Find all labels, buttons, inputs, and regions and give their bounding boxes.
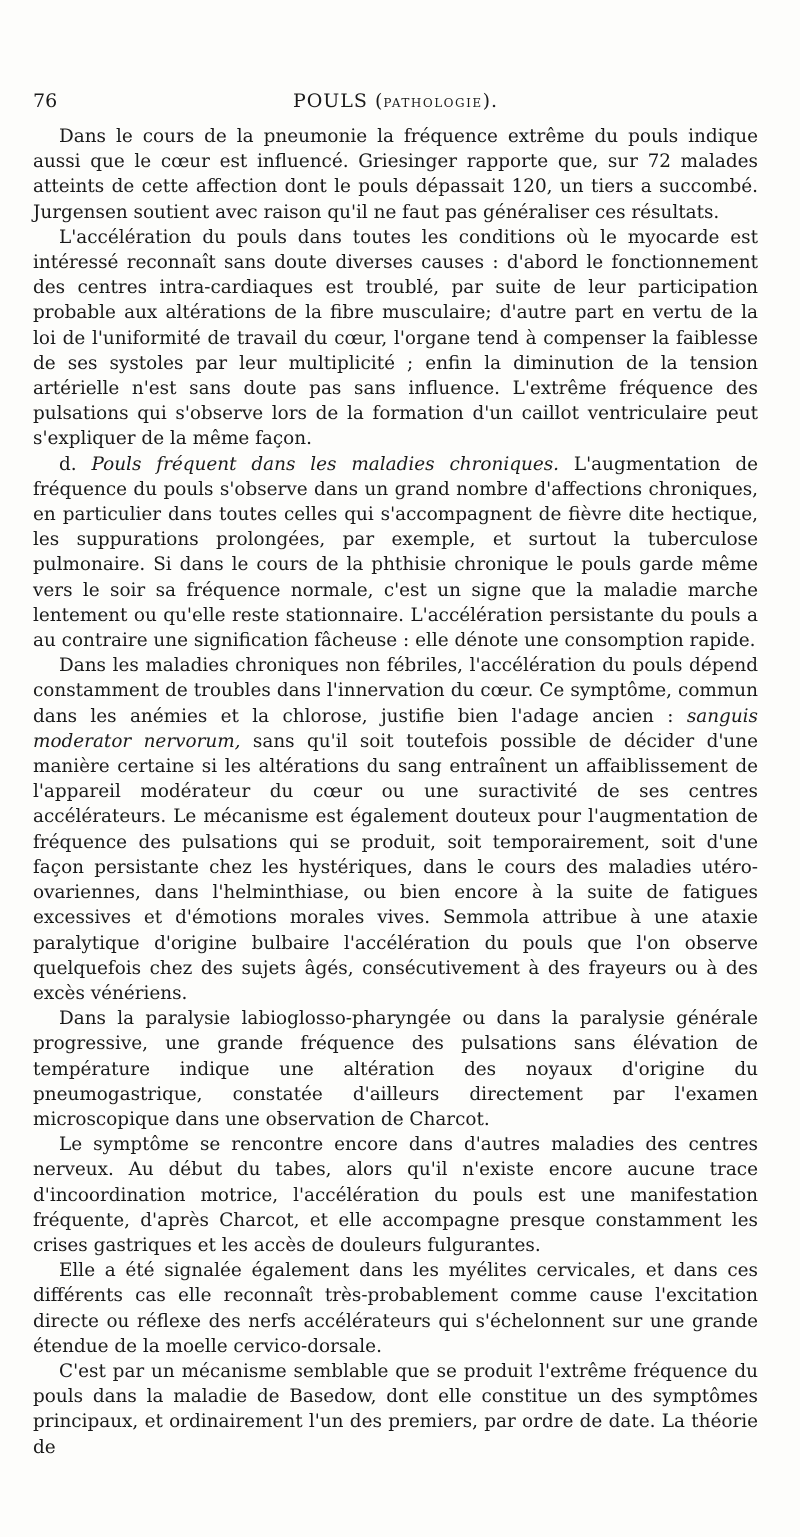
paragraph-4-after: sans qu'il soit toutefois possible de décider d'une manière certaine si les altérations du sang entraînent un affaiblissement de l'appareil modérateur du cœur ou une suractivité de ses centres accélérateurs. Le mécanisme est également douteux pour l'augmentation de fréquence des pulsations qui se produit, soit temporairement, soit d'une façon persistante chez les hystériques, dans le cours des maladies utéro-ovariennes, dans l'helminthiase, ou bien encore à la suite de fatigues excessives et d'émotions morales vives. Semmola attribue à une ataxie paralytique d'origine bulbaire l'accélération du pouls que l'on observe quelquefois chez des sujets âgés, consécutivement à des frayeurs ou à des excès vénériens. [33,730,758,1004]
paragraph-5: Dans la paralysie labioglosso-pharyngée ou dans la paralysie générale progressive, une grande fréquence des pulsations sans élévation de température indique une altération des noyaux d'origine du pneumogastrique, constatée d'ailleurs directement par l'examen microscopique dans une observation de Charcot. [33,1008,758,1130]
body-text [33,124,758,1460]
paragraph-4 [33,653,758,1006]
paragraph-6: Le symptôme se rencontre encore dans d'autres maladies des centres nerveux. Au début du tabes, alors qu'il n'existe encore aucune trace d'incoordination motrice, l'accélération du pouls est une manifestation fréquente, d'après Charcot, et elle accompagne presque constamment les crises gastriques et les accès de douleurs fulgurantes. [33,1134,758,1256]
page-number: 76 [33,90,58,112]
running-title-subject: PATHOLOGIE [383,96,483,110]
paragraph-4-before: Dans les maladies chroniques non fébriles, l'accélération du pouls dépend constamment de troubles dans l'innervation du cœur. Ce symptôme, commun dans les anémies et la chlorose, justifie bien l'adage ancien : [33,655,758,727]
paragraph-2: L'accélération du pouls dans toutes les conditions où le myocarde est intéressé reconnaît sans doute diverses causes : d'abord le fonctionnement des centres intra-cardiaques est troublé, par suite de leur participation probable aux altérations de la fibre musculaire; d'autre part en vertu de la loi de l'uniformité de travail du cœur, l'organe tend à compenser la faiblesse de ses systoles par leur multiplicité ; enfin la diminution de la tension artérielle n'est sans doute pas sans influence. L'extrême fréquence des pulsations qui s'observe lors de la formation d'un caillot ventriculaire peut s'expliquer de la même façon. [33,226,758,450]
latin-quote: sanguis moderator nervorum, [33,705,758,752]
paragraph-3 [33,452,758,654]
section-heading: Pouls fréquent dans les maladies chroniques. [91,453,559,475]
paragraph-3-text: L'augmentation de fréquence du pouls s'observe dans un grand nombre d'affections chroniques, en particulier dans toutes celles qui s'accompagnent de fièvre dite hectique, les suppurations prolongées, par exemple, et surtout la tuberculose pulmonaire. Si dans le cours de la phthisie chronique le pouls garde même vers le soir sa fréquence normale, c'est un signe que la maladie marche lentement ou qu'elle reste stationnaire. L'accélération persistante du pouls a au contraire une signification fâcheuse : elle dénote une consomption rapide. [33,453,758,652]
running-title-close: ). [482,90,499,112]
running-title [33,90,758,112]
paragraph-8: C'est par un mécanisme semblable que se produit l'extrême fréquence du pouls dans la maladie de Basedow, dont elle constitue un des symptômes principaux, et ordinairement l'un des premiers, par ordre de date. La théorie de [33,1360,758,1458]
section-label: d. [59,453,77,475]
book-page [33,84,758,1460]
paragraph-7: Elle a été signalée également dans les myélites cervicales, et dans ces différents cas elle reconnaît très-probablement comme cause l'excitation directe ou réflexe des nerfs accélérateurs qui s'échelonnent sur une grande étendue de la moelle cervico-dorsale. [33,1260,758,1357]
paragraph-1: Dans le cours de la pneumonie la fréquence extrême du pouls indique aussi que le cœur est influencé. Griesinger rapporte que, sur 72 malades atteints de cette affection dont le pouls dépassait 120, un tiers a succombé. Jurgensen soutient avec raison qu'il ne faut pas généraliser ces résultats. [33,126,758,223]
running-title-open: ( [375,90,384,112]
page-header [33,84,758,124]
running-title-main: POULS [292,90,368,112]
